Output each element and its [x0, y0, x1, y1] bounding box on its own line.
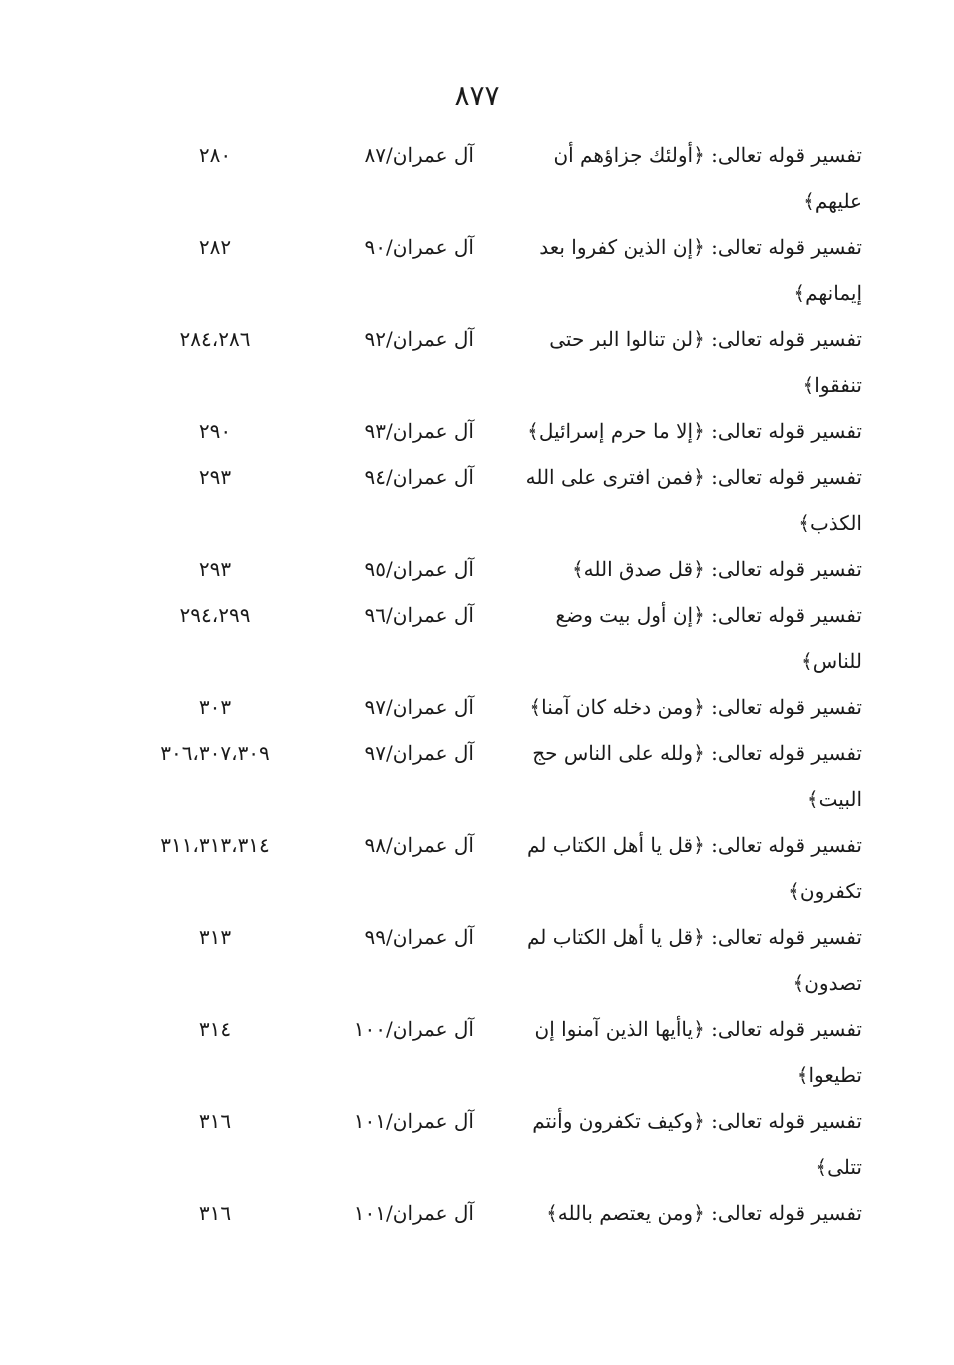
entry-surah-ref: آل عمران/٩٩	[364, 925, 474, 949]
entry-pages: ٢٨٤،٢٨٦	[179, 327, 251, 351]
entry-pages: ٣١٦	[198, 1109, 232, 1133]
entry-surah-ref: آل عمران/٩٠	[364, 235, 474, 259]
entry-surah-ref: آل عمران/٨٧	[364, 143, 474, 167]
entry-title: تفسير قوله تعالى: ﴿ومن يعتصم بالله﴾	[546, 1201, 862, 1225]
entry-title-continuation: تتلى﴾	[815, 1155, 862, 1179]
entry-title-continuation: إيمانهم﴾	[793, 281, 862, 305]
index-entry	[0, 408, 954, 454]
entry-surah-ref: آل عمران/١٠٠	[353, 1017, 474, 1041]
index-entry-line	[0, 592, 954, 638]
entry-title: تفسير قوله تعالى: ﴿قل يا أهل الكتاب لم	[526, 833, 862, 857]
index-entry-line	[0, 316, 954, 362]
index-entry-line	[0, 1098, 954, 1144]
entry-pages: ٣١٤	[198, 1017, 232, 1041]
entry-pages: ٣٠٦،٣٠٧،٣٠٩	[160, 741, 270, 765]
entry-title-continuation: البيت﴾	[806, 787, 862, 811]
index-entry-continuation-line	[0, 500, 954, 546]
index-entry-continuation-line	[0, 1052, 954, 1098]
index-entry	[0, 684, 954, 730]
index-entry-continuation-line	[0, 776, 954, 822]
index-entry-line	[0, 546, 954, 592]
entry-surah-ref: آل عمران/٩٧	[364, 695, 474, 719]
entry-surah-ref: آل عمران/٩٨	[364, 833, 474, 857]
index-entry	[0, 1190, 954, 1236]
entry-title-continuation: تكفرون﴾	[788, 879, 862, 903]
entry-title: تفسير قوله تعالى: ﴿إن الذين كفروا بعد	[539, 235, 862, 259]
index-entry-continuation-line	[0, 1144, 954, 1190]
entry-surah-ref: آل عمران/٩٢	[364, 327, 474, 351]
entry-surah-ref: آل عمران/٩٧	[364, 741, 474, 765]
index-entry-line	[0, 454, 954, 500]
page-number: ٨٧٧	[454, 79, 500, 112]
index-entry	[0, 1098, 954, 1190]
index-entry-line	[0, 822, 954, 868]
index-entry-continuation-line	[0, 868, 954, 914]
entry-title: تفسير قوله تعالى: ﴿ومن دخله كان آمنا﴾	[529, 695, 862, 719]
entry-surah-ref: آل عمران/٩٦	[364, 603, 474, 627]
entry-pages: ٣١١،٣١٣،٣١٤	[160, 833, 270, 857]
entry-title: تفسير قوله تعالى: ﴿ياأيها الذين آمنوا إن	[534, 1017, 862, 1041]
index-entry	[0, 1006, 954, 1098]
entry-pages: ٣١٦	[198, 1201, 232, 1225]
entry-title-continuation: الكذب﴾	[798, 511, 862, 535]
entry-title-continuation: تطيعوا﴾	[796, 1063, 862, 1087]
entry-title-continuation: تصدون﴾	[792, 971, 862, 995]
entry-title: تفسير قوله تعالى: ﴿قل صدق الله﴾	[571, 557, 862, 581]
index-entry-line	[0, 914, 954, 960]
entry-pages: ٢٩٣	[198, 465, 232, 489]
index-entry-line	[0, 730, 954, 776]
index-entry-line	[0, 684, 954, 730]
entry-pages: ٢٨٠	[198, 143, 232, 167]
index-entry	[0, 822, 954, 914]
index-entry-line	[0, 1190, 954, 1236]
entry-pages: ٢٩٠	[198, 419, 232, 443]
entry-title: تفسير قوله تعالى: ﴿فمن افترى على الله	[525, 465, 862, 489]
entry-title: تفسير قوله تعالى: ﴿أولئك جزاؤهم أن	[553, 143, 862, 167]
index-entry-continuation-line	[0, 638, 954, 684]
index-entry	[0, 730, 954, 822]
entry-pages: ٢٩٣	[198, 557, 232, 581]
entry-title: تفسير قوله تعالى: ﴿إن أول بيت وضع	[555, 603, 862, 627]
index-entry-continuation-line	[0, 960, 954, 1006]
entry-title-continuation: عليهم﴾	[803, 189, 862, 213]
index-entry	[0, 454, 954, 546]
entry-title: تفسير قوله تعالى: ﴿لن تنالوا البر حتى	[549, 327, 862, 351]
entry-pages: ٣٠٣	[198, 695, 232, 719]
entry-surah-ref: آل عمران/١٠١	[353, 1201, 474, 1225]
entry-surah-ref: آل عمران/٩٣	[364, 419, 474, 443]
index-entry	[0, 592, 954, 684]
index-entry-continuation-line	[0, 178, 954, 224]
entry-title: تفسير قوله تعالى: ﴿قل يا أهل الكتاب لم	[526, 925, 862, 949]
entry-title: تفسير قوله تعالى: ﴿ولله على الناس حج	[532, 741, 862, 765]
entry-surah-ref: آل عمران/٩٤	[364, 465, 474, 489]
index-entry-line	[0, 132, 954, 178]
index-entry	[0, 316, 954, 408]
index-entry-line	[0, 408, 954, 454]
entry-title-continuation: للناس﴾	[801, 649, 862, 673]
entry-surah-ref: آل عمران/١٠١	[353, 1109, 474, 1133]
entry-title: تفسير قوله تعالى: ﴿إلا ما حرم إسرائيل﴾	[527, 419, 862, 443]
index-entry	[0, 914, 954, 1006]
index-entry	[0, 546, 954, 592]
index-entry	[0, 132, 954, 224]
index-list	[0, 132, 954, 1236]
entry-surah-ref: آل عمران/٩٥	[364, 557, 474, 581]
index-entry-line	[0, 1006, 954, 1052]
entry-pages: ٢٨٢	[198, 235, 232, 259]
index-entry	[0, 224, 954, 316]
entry-pages: ٢٩٤،٢٩٩	[179, 603, 251, 627]
index-entry-continuation-line	[0, 270, 954, 316]
entry-title-continuation: تنفقوا﴾	[802, 373, 862, 397]
index-entry-line	[0, 224, 954, 270]
index-entry-continuation-line	[0, 362, 954, 408]
entry-pages: ٣١٣	[198, 925, 232, 949]
entry-title: تفسير قوله تعالى: ﴿وكيف تكفرون وأنتم	[532, 1109, 862, 1133]
